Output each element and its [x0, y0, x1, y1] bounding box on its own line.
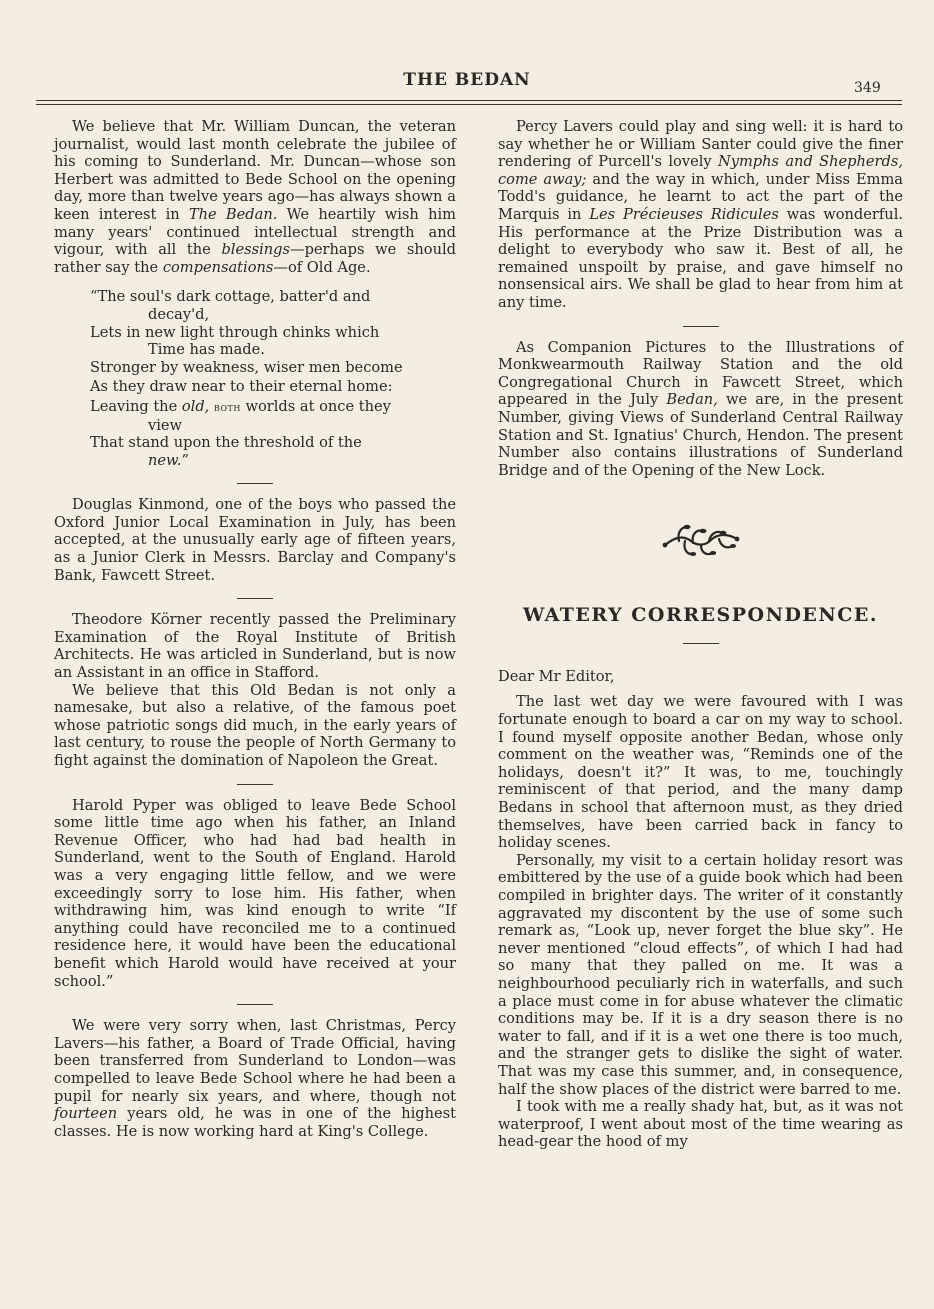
section-divider: [237, 784, 273, 785]
heading-divider: [683, 643, 719, 644]
lavers-paragraph: We were very sorry when, last Christmas, Percy Lavers—his father, a Board of Trade Official, having been transferred from Sunderland to London—was compelled to leave Bede School where he had been a pupil for nearly six years, and where, though not fourteen years old, he was in one of the highest classes. He is now working hard at King's College.: [54, 1017, 456, 1140]
korner-paragraph: Theodore Körner recently passed the Preliminary Examination of the Royal Institute of British Architects. He was articled in Sunderland, but is now an Assistant in an office in Stafford.: [54, 611, 456, 682]
duncan-paragraph: We believe that Mr. William Duncan, the veteran journalist, would last month celebrate the jubilee of his coming to Sunderland. Mr. Duncan—whose son Herbert was admitted to Bede School on the opening day, more than twelve years ago—has always shown a keen interest in The Bedan. We heartily wish him many years' continued intellectual strength and vigour, with all the blessings—perhaps we should rather say the compensations—of Old Age.: [54, 118, 456, 276]
salutation: Dear Mr Editor,: [498, 667, 615, 685]
section-divider: [237, 598, 273, 599]
section-divider: [683, 326, 719, 327]
poem-quotation: “The soul's dark cottage, batter'd and decay'd, Lets in new light through chinks which Time has made. Stronger by weakness, wiser men become As they draw near to their eternal home: Leaving the old, both worlds at once they view That stand upon the threshold of the new.”: [90, 288, 403, 469]
left-column: [54, 118, 456, 1140]
letter-paragraph-1: The last wet day we were favoured with I was fortunate enough to board a car on my way to school. I found myself opposite another Bedan, whose only comment on the weather was, “Reminds one of the holidays, doesn't it?” It was, to me, touchingly reminiscent of that period, and the many damp Bedans in school that afternoon must, as they dried themselves, have been carried back in fancy to holiday scenes.: [498, 693, 903, 852]
section-divider: [237, 483, 273, 484]
pictures-paragraph: As Companion Pictures to the Illustrations of Monkwearmouth Railway Station and the old Congregational Church in Fawcett Street, which appeared in the July Bedan, we are, in the present Number, giving Views of Sunderland Central Railway Station and St. Ignatius' Church, Hendon. The present Number also contains illustrations of Sunderland Bridge and of the Opening of the New Lock.: [498, 338, 903, 479]
percy-paragraph: Percy Lavers could play and sing well: it is hard to say whether he or William Santer could give the finer rendering of Purcell's lovely Nymphs and Shepherds, come away; and the way in which, under Miss Emma Todd's guidance, he learnt to act the part of the Marquis in Les Précieuses Ridicules was wonderful. His performance at the Prize Distribution was a delight to everybody who saw it. Best of all, he remained unspoilt by praise, and gave himself no nonsensical airs. We shall be glad to hear from him at any time.: [498, 118, 903, 311]
section-heading: WATERY CORRESPONDENCE.: [522, 604, 879, 627]
floral-ornament-icon: [661, 521, 741, 561]
pyper-paragraph: Harold Pyper was obliged to leave Bede School some little time ago when his father, an Inland Revenue Officer, who had had bad health in Sunderland, went to the South of England. Harold was a very engaging little fellow, and we were exceedingly sorry to lose him. His father, when withdrawing him, was kind enough to write “If anything could have reconciled me to a continued residence here, it would have been the educational benefit which Harold would have received at your school.”: [54, 796, 456, 990]
korner-paragraph-2: We believe that this Old Bedan is not only a namesake, but also a relative, of the famous poet whose patriotic songs did much, in the early years of last century, to rouse the people of North Germany to fight against the domination of Napoleon the Great.: [54, 681, 456, 769]
page-number: 349: [854, 80, 881, 96]
running-title: THE BEDAN: [403, 70, 531, 90]
header-rule-bottom: [36, 104, 902, 105]
header-rule-top: [36, 100, 902, 101]
kinmond-paragraph: Douglas Kinmond, one of the boys who passed the Oxford Junior Local Examination in July, has been accepted, at the unusually early age of fifteen years, as a Junior Clerk in Messrs. Barclay and Company's Bank, Fawcett Street.: [54, 496, 456, 584]
right-column: [498, 118, 903, 1151]
section-divider: [237, 1004, 273, 1005]
letter-paragraph-3: I took with me a really shady hat, but, as it was not waterproof, I went about most of the time wearing as head-gear the hood of my: [498, 1098, 903, 1151]
letter-paragraph-2: Personally, my visit to a certain holiday resort was embittered by the use of a guide book which had been compiled in brighter days. The writer of it constantly aggravated my discontent by the use of some such remark as, “Look up, never forget the blue sky”. He never mentioned “cloud effects”, of which I had had so many that they palled on me. It was a neighbourhood peculiarly rich in waterfalls, and such a place must come in for abuse whatever the climatic conditions may be. If it is a dry season there is no water to fall, and if it is a wet one there is too much, and the stranger gets to dislike the sight of water. That was my case this summer, and, in consequence, half the show places of the district were barred to me.: [498, 851, 903, 1098]
